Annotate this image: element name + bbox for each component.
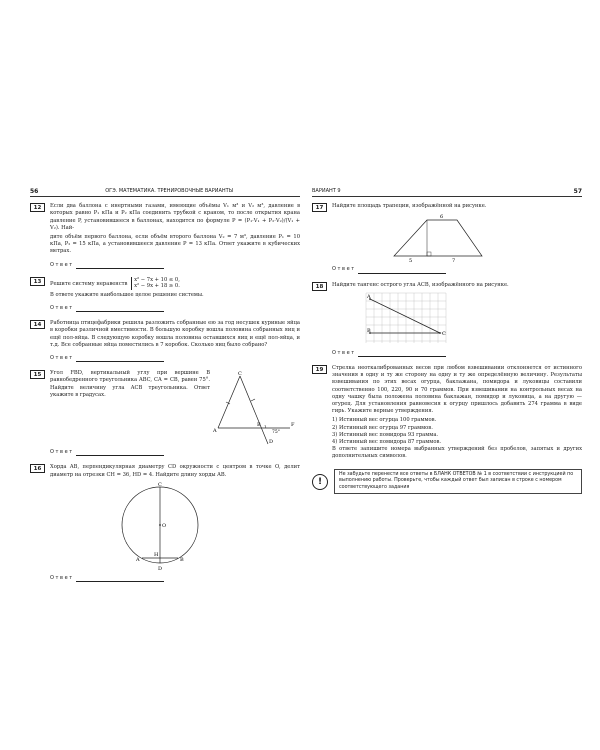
task-number: 13 — [30, 277, 45, 286]
label-b: B — [257, 422, 261, 429]
task-17 — [312, 203, 582, 262]
task-16 — [30, 464, 300, 570]
answer-label: О т в е т — [50, 449, 73, 456]
inequality-1: x² − 7x + 10 ≤ 0, — [134, 276, 180, 283]
label-b: B — [367, 327, 371, 334]
answer-field[interactable] — [50, 449, 300, 456]
task-number: 18 — [312, 282, 327, 291]
answer-line[interactable] — [358, 351, 446, 357]
running-title: ВАРИАНТ 9 — [312, 188, 341, 194]
task-text: В ответе запишите номера выбранных утверждений без пробелов, запятых и других дополнительных символов. — [332, 446, 582, 460]
label-b: B — [180, 556, 184, 563]
inequality-system — [131, 277, 180, 290]
grid — [366, 293, 446, 343]
label-f: F — [291, 422, 295, 429]
task-19 — [312, 365, 582, 463]
label-h: H — [154, 551, 159, 558]
task-text: Хорда AB, перпендикулярная диаметру CD окружности с центром в точке O, делит диаметр на отрезки CH = 36, HD = 4. Найдите длину хорды AB. — [50, 464, 300, 478]
task-text: дите объём первого баллона, если объём второго баллона V₂ = 7 м³, давление P₁ = 10 кПа, P₂ = 15 кПа, а установившееся давление P = 13 кПа. Ответ укажите в кубических метрах. — [50, 234, 300, 255]
label-top: 6 — [440, 214, 444, 221]
label-a: A — [367, 293, 371, 300]
right-page-header — [312, 188, 582, 197]
list-item: 1) Истинный вес огурца 100 граммов. — [332, 417, 437, 424]
trapezoid-figure — [392, 212, 532, 262]
page-number: 56 — [30, 188, 39, 195]
inequality-2: x² − 9x + 18 ≥ 0. — [134, 283, 180, 290]
label-d: D — [269, 439, 274, 446]
answer-line[interactable] — [76, 306, 164, 312]
answer-line[interactable] — [76, 263, 164, 269]
answer-label: О т в е т — [332, 349, 355, 356]
page-number: 57 — [573, 188, 582, 195]
answer-label: О т в е т — [332, 266, 355, 273]
circle-figure — [105, 481, 215, 571]
reminder-text: Не забудьте перенести все ответы в БЛАНК ОТВЕТОВ № 1 в соответствии с инструкцией по выполнению работы. Проверьте, чтобы каждый ответ был записан в строке с номером соответствующего задания — [334, 469, 582, 495]
task-number: 17 — [312, 203, 327, 212]
task-number: 16 — [30, 464, 45, 473]
task-number: 14 — [30, 320, 45, 329]
task-13 — [30, 277, 300, 301]
list-item: 3) Истинный вес помидора 93 грамма. — [332, 431, 439, 438]
task-12 — [30, 203, 300, 257]
answer-label: О т в е т — [50, 305, 73, 312]
label-left: 5 — [409, 258, 413, 263]
list-item: 4) Истинный вес помидора 87 граммов. — [332, 439, 442, 446]
answer-field[interactable] — [50, 575, 300, 582]
left-page-header — [30, 188, 300, 197]
label-d: D — [158, 565, 163, 571]
triangle-figure — [210, 370, 300, 445]
label-c: C — [238, 371, 242, 378]
task-number: 19 — [312, 365, 327, 374]
label-a: A — [136, 556, 140, 563]
task-15 — [30, 370, 300, 445]
answer-line[interactable] — [76, 450, 164, 456]
answer-field[interactable] — [332, 350, 582, 357]
label-c: C — [442, 330, 446, 337]
statement-list — [332, 417, 582, 446]
task-number: 15 — [30, 370, 45, 379]
answer-line[interactable] — [358, 268, 446, 274]
running-title: ОГЭ. МАТЕМАТИКА. ТРЕНИРОВОЧНЫЕ ВАРИАНТЫ — [105, 188, 234, 194]
task-text: В ответе укажите наибольшее целое решение системы. — [50, 291, 204, 298]
list-item: 2) Истинный вес огурца 97 граммов. — [332, 424, 433, 431]
right-page — [312, 188, 582, 494]
label-right: 7 — [452, 258, 456, 263]
task-text: Решите систему неравенств — [50, 280, 128, 287]
answer-label: О т в е т — [50, 574, 73, 581]
task-text: Угол FBD, вертикальный углу при вершине B равнобедренного треугольника ABC, CA = CB, равен 75°. Найдите величину угла ACB треугольника. Ответ укажите в градусах. — [50, 370, 210, 398]
left-page — [30, 188, 300, 590]
label-c: C — [158, 481, 162, 488]
reminder-note — [312, 469, 582, 495]
exclamation-icon: ! — [312, 474, 328, 490]
answer-field[interactable] — [332, 266, 582, 273]
answer-line[interactable] — [76, 356, 164, 362]
task-text: Работница птицефабрики решила разложить собранные ею за год несушек куриные яйца в коробки различной вместимости. В большую коробку вошла половина собранных яиц и ещё пол-яйца. В следующую коробку вошла половина оставшихся яиц и ещё пол-яйца, и т.д. Все собранные яйца поместились в 7 коробок. Сколько яиц было собрано? — [50, 320, 300, 348]
answer-field[interactable] — [50, 262, 300, 269]
task-text: Стрелка неоткалиброванных весов при любом взвешивании отклоняется от истинного значения в одну и ту же сторону на одну и ту же определённую величину. Результаты взвешивания по этих весах огурца, баклажана, помидора и луковицы составили соответственно 100, 220, 90 и 70 граммов. При взвешивании на контрольных весах на одну чашку была положена половина баклажан, помидор и луковица, а на другую — огурец. Для установления равновесия к огурцу пришлось добавить 274 грамма в виде гирь. Укажите верные утверждения. — [332, 365, 582, 415]
label-o: O — [162, 522, 167, 529]
answer-field[interactable] — [50, 305, 300, 312]
answer-line[interactable] — [76, 576, 164, 582]
answer-field[interactable] — [50, 355, 300, 362]
answer-label: О т в е т — [50, 355, 73, 362]
task-text: Найдите площадь трапеции, изображённой на рисунке. — [332, 203, 487, 210]
task-18 — [312, 282, 582, 346]
task-text: Найдите тангенс острого угла ACB, изображённого на рисунке. — [332, 281, 509, 288]
angle-label: 75° — [272, 430, 280, 436]
task-14 — [30, 320, 300, 351]
task-text: Если два баллона с инертными газами, имеющие объёмы V₁ м³ и V₂ м³, давление в которых равно P₁ кПа и P₂ кПа соединить трубкой с краном, то после открытия крана давление P, установившееся в баллонах, находится по формуле P = (P₁·V₁ + P₂·V₂)/(V₁ + V₂). Най- — [50, 203, 300, 231]
grid-figure — [362, 291, 462, 346]
label-a: A — [213, 428, 217, 435]
task-number: 12 — [30, 203, 45, 212]
answer-label: О т в е т — [50, 261, 73, 268]
